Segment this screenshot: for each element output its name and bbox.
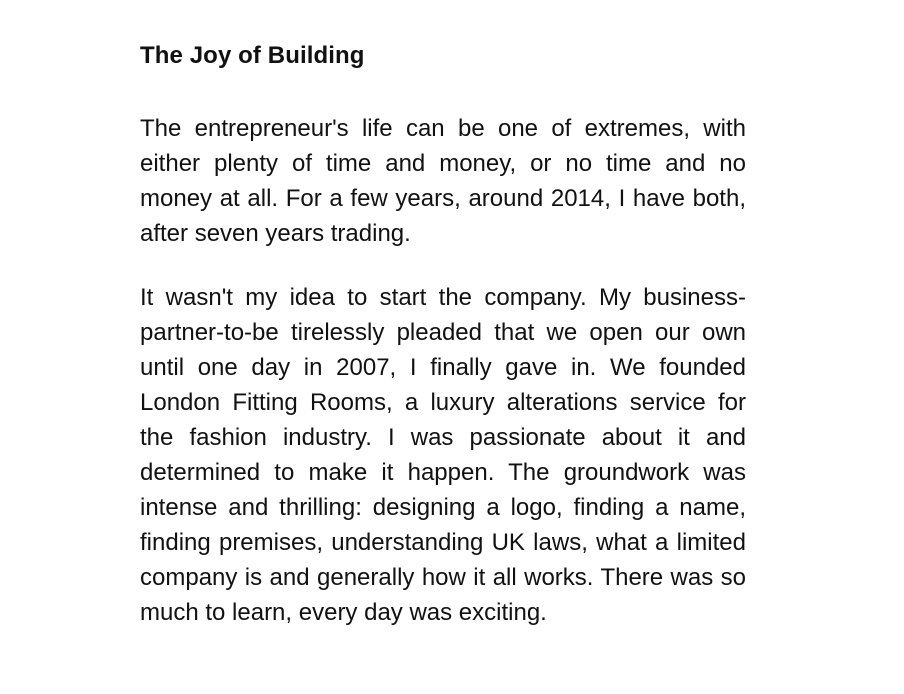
paragraph-entrepreneur-life: The entrepreneur's life can be one of extremes, with either plenty of time and money, or no time and no money at all. For a few years, around 2014, I have both, after seven years trading. — [140, 115, 746, 247]
document-page — [140, 40, 746, 630]
paragraph-company-founding: It wasn't my idea to start the company. My business-partner-to-be tirelessly pleaded that we open our own until one day in 2007, I finally gave in. We founded London Fitting Rooms, a luxury alterations service for the fashion industry. I was passionate about it and determined to make it happen. The groundwork was intense and thrilling: designing a logo, finding a name, finding premises, understanding UK laws, what a limited company is and generally how it all works. There was so much to learn, every day was exciting. — [140, 284, 746, 626]
document-title: The Joy of Building — [140, 42, 365, 69]
